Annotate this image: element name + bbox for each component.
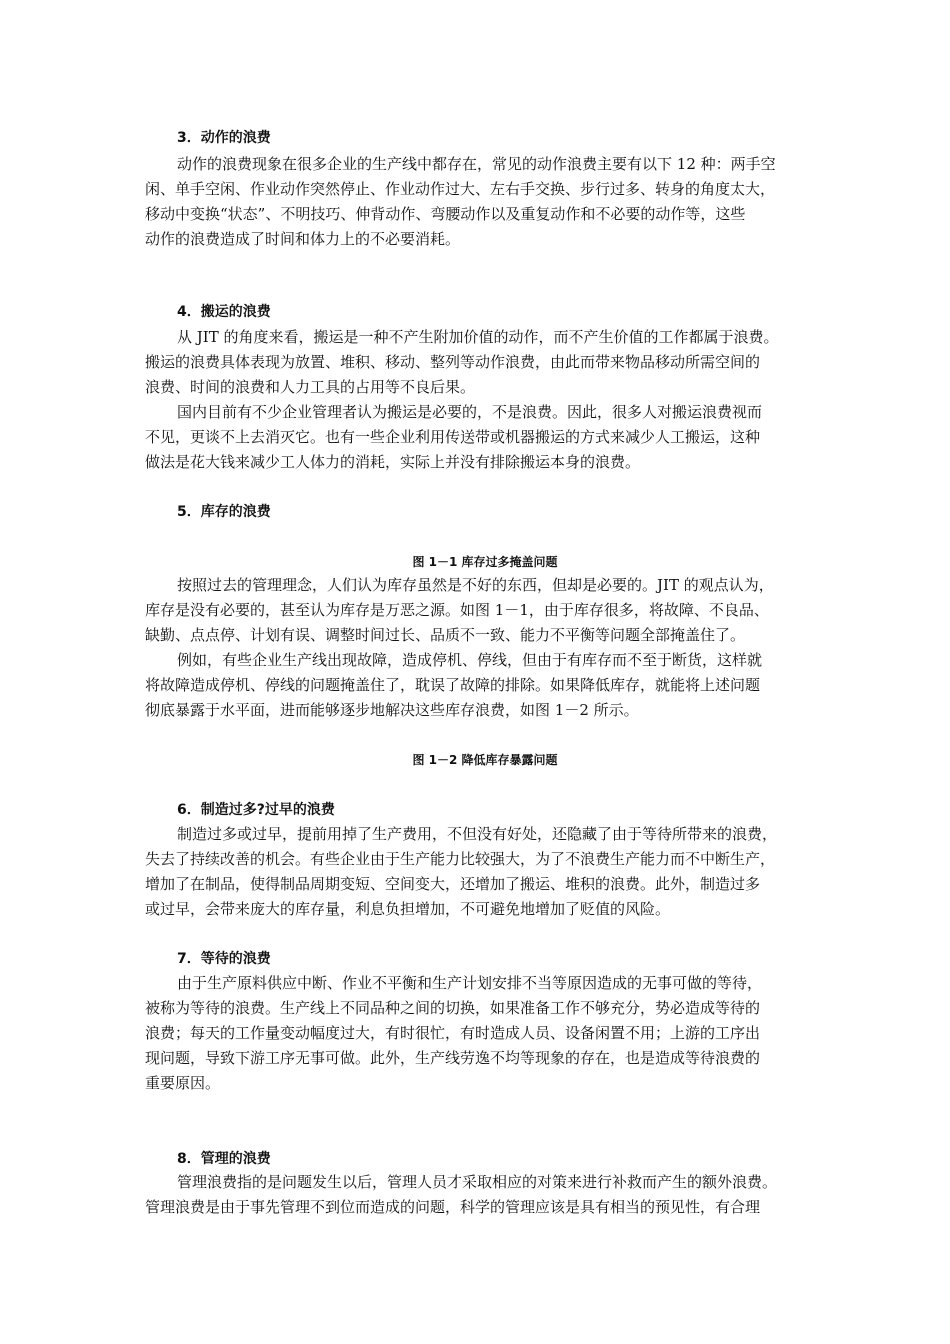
text-line: 由于生产原料供应中断、作业不平衡和生产计划安排不当等原因造成的无事可做的等待， bbox=[177, 974, 763, 992]
text-line: 例如，有些企业生产线出现故障，造成停机、停线，但由于有库存而不至于断货，这样就 bbox=[177, 651, 763, 669]
text-line: 彻底暴露于水平面，进而能够逐步地解决这些库存浪费，如图 1－2 所示。 bbox=[145, 701, 639, 719]
text-line: 被称为等待的浪费。生产线上不同品种之间的切换，如果准备工作不够充分，势必造成等待的 bbox=[145, 999, 761, 1017]
text-line: 搬运的浪费具体表现为放置、堆积、移动、整列等动作浪费，由此而带来物品移动所需空间的 bbox=[145, 353, 761, 371]
text-line: 失去了持续改善的机会。有些企业由于生产能力比较强大，为了不浪费生产能力而不中断生产， bbox=[145, 850, 776, 868]
paragraph bbox=[145, 152, 825, 252]
paragraph bbox=[145, 573, 825, 648]
text-line: 制造过多或过早，提前用掉了生产费用，不但没有好处，还隐藏了由于等待所带来的浪费， bbox=[177, 825, 778, 843]
text-line: 增加了在制品，使得制品周期变短、空间变大，还增加了搬运、堆积的浪费。此外，制造过多 bbox=[145, 875, 761, 893]
text-line: 管理浪费指的是问题发生以后，管理人员才采取相应的对策来进行补救而产生的额外浪费。 bbox=[177, 1173, 778, 1191]
text-line: 从 JIT 的角度来看，搬运是一种不产生附加价值的动作，而不产生价值的工作都属于浪费。 bbox=[177, 328, 779, 346]
text-line: 动作的浪费造成了时间和体力上的不必要消耗。 bbox=[145, 230, 461, 248]
figure-caption: 图 1－2 降低库存暴露问题 bbox=[412, 753, 558, 767]
text-line: 库存是没有必要的，甚至认为库存是万恶之源。如图 1－1，由于库存很多，将故障、不良品、 bbox=[145, 601, 769, 619]
section-heading-3: 3．动作的浪费 bbox=[177, 130, 271, 146]
paragraph bbox=[145, 971, 825, 1096]
section-heading-6: 6．制造过多?过早的浪费 bbox=[177, 802, 335, 818]
paragraph bbox=[145, 325, 825, 400]
section-heading-7: 7．等待的浪费 bbox=[177, 951, 271, 967]
text-line: 浪费、时间的浪费和人力工具的占用等不良后果。 bbox=[145, 378, 476, 396]
text-line: 或过早，会带来庞大的库存量，利息负担增加，不可避免地增加了贬值的风险。 bbox=[145, 900, 671, 918]
text-line: 按照过去的管理理念，人们认为库存虽然是不好的东西，但却是必要的。JIT 的观点认为， bbox=[177, 576, 774, 594]
text-line: 做法是花大钱来减少工人体力的消耗，实际上并没有排除搬运本身的浪费。 bbox=[145, 453, 641, 471]
text-line: 现问题，导致下游工序无事可做。此外，生产线劳逸不均等现象的存在，也是造成等待浪费的 bbox=[145, 1049, 761, 1067]
text-line: 浪费；每天的工作量变动幅度过大，有时很忙，有时造成人员、设备闲置不用；上游的工序出 bbox=[145, 1024, 761, 1042]
text-line: 闲、单手空闲、作业动作突然停止、作业动作过大、左右手交换、步行过多、转身的角度太大， bbox=[145, 180, 776, 198]
text-line: 管理浪费是由于事先管理不到位而造成的问题，科学的管理应该是具有相当的预见性，有合理 bbox=[145, 1198, 761, 1216]
text-line: 移动中变换“状态”、不明技巧、伸背动作、弯腰动作以及重复动作和不必要的动作等，这些 bbox=[145, 205, 746, 223]
section-heading-4: 4．搬运的浪费 bbox=[177, 304, 271, 320]
text-line: 缺勤、点点停、计划有误、调整时间过长、品质不一致、能力不平衡等问题全部掩盖住了。 bbox=[145, 626, 746, 644]
section-heading-8: 8．管理的浪费 bbox=[177, 1151, 271, 1167]
paragraph bbox=[145, 822, 825, 922]
text-line: 动作的浪费现象在很多企业的生产线中都存在，常见的动作浪费主要有以下 12 种：两手空 bbox=[177, 155, 776, 173]
section-heading-5: 5．库存的浪费 bbox=[177, 504, 271, 520]
paragraph bbox=[145, 400, 825, 475]
text-line: 重要原因。 bbox=[145, 1074, 221, 1092]
paragraph bbox=[145, 1170, 825, 1220]
text-line: 国内目前有不少企业管理者认为搬运是必要的，不是浪费。因此，很多人对搬运浪费视而 bbox=[177, 403, 763, 421]
figure-caption: 图 1－1 库存过多掩盖问题 bbox=[412, 555, 558, 569]
paragraph bbox=[145, 648, 825, 723]
text-line: 将故障造成停机、停线的问题掩盖住了，耽误了故障的排除。如果降低库存，就能将上述问题 bbox=[145, 676, 761, 694]
text-line: 不见，更谈不上去消灭它。也有一些企业利用传送带或机器搬运的方式来减少人工搬运，这种 bbox=[145, 428, 761, 446]
